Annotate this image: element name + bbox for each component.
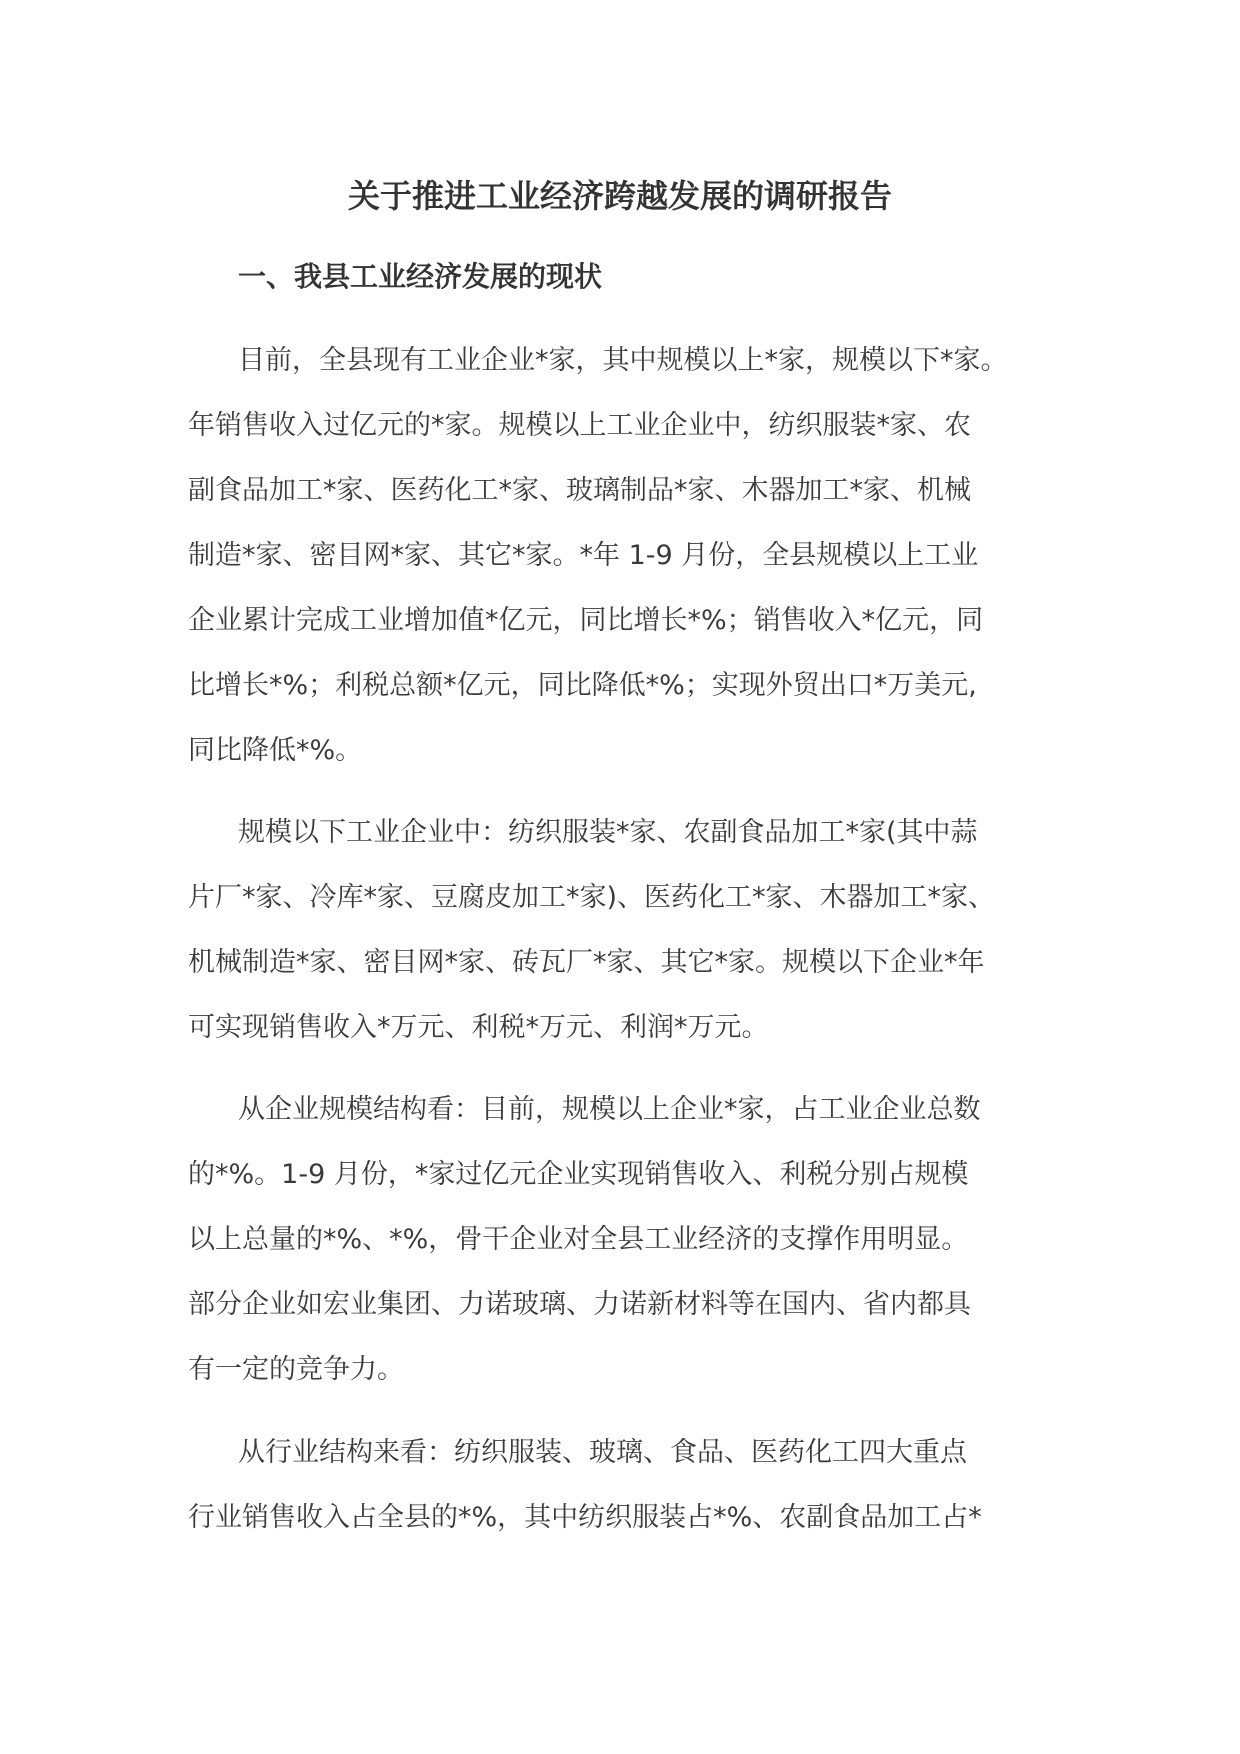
paragraph [188,1420,1068,1550]
paragraph-line: 片厂*家、冷库*家、豆腐皮加工*家)、医药化工*家、木器加工*家、 [188,882,996,913]
paragraph-line: 以上总量的*%、*%，骨干企业对全县工业经济的支撑作用明显。 [188,1224,969,1255]
paragraph-line: 制造*家、密目网*家、其它*家。*年 1-9 月份，全县规模以上工业 [188,540,979,571]
paragraph-line: 机械制造*家、密目网*家、砖瓦厂*家、其它*家。规模以下企业*年 [188,947,985,978]
paragraph-line: 目前，全县现有工业企业*家，其中规模以上*家，规模以下*家。 [238,345,1008,376]
paragraph-line: 规模以下工业企业中：纺织服装*家、农副食品加工*家(其中蒜 [238,817,978,848]
paragraph-line: 从行业结构来看：纺织服装、玻璃、食品、医药化工四大重点 [238,1437,967,1468]
paragraph-line: 同比降低*%。 [188,735,363,766]
paragraph-line: 部分企业如宏业集团、力诺玻璃、力诺新材料等在国内、省内都具 [188,1289,971,1320]
paragraph-line: 副食品加工*家、医药化工*家、玻璃制品*家、木器加工*家、机械 [188,475,971,506]
paragraph-line: 有一定的竞争力。 [188,1354,404,1385]
document-title: 关于推进工业经济跨越发展的调研报告 [347,177,892,215]
paragraph-line: 可实现销售收入*万元、利税*万元、利润*万元。 [188,1012,769,1043]
paragraph-line: 行业销售收入占全县的*%，其中纺织服装占*%、农副食品加工占* [188,1502,982,1533]
paragraph-line: 比增长*%；利税总额*亿元，同比降低*%；实现外贸出口*万美元, [188,670,977,701]
paragraph-line: 企业累计完成工业增加值*亿元，同比增长*%；销售收入*亿元，同 [188,605,984,636]
paragraph [188,328,1068,783]
paragraph [188,1077,1068,1402]
paragraph-line: 的*%。1-9 月份，*家过亿元企业实现销售收入、利税分别占规模 [188,1159,969,1190]
paragraph-line: 从企业规模结构看：目前，规模以上企业*家，占工业企业总数 [238,1094,981,1125]
paragraph [188,800,1068,1060]
section-heading: 一、我县工业经济发展的现状 [238,260,603,293]
paragraph-line: 年销售收入过亿元的*家。规模以上工业企业中，纺织服装*家、农 [188,410,971,441]
